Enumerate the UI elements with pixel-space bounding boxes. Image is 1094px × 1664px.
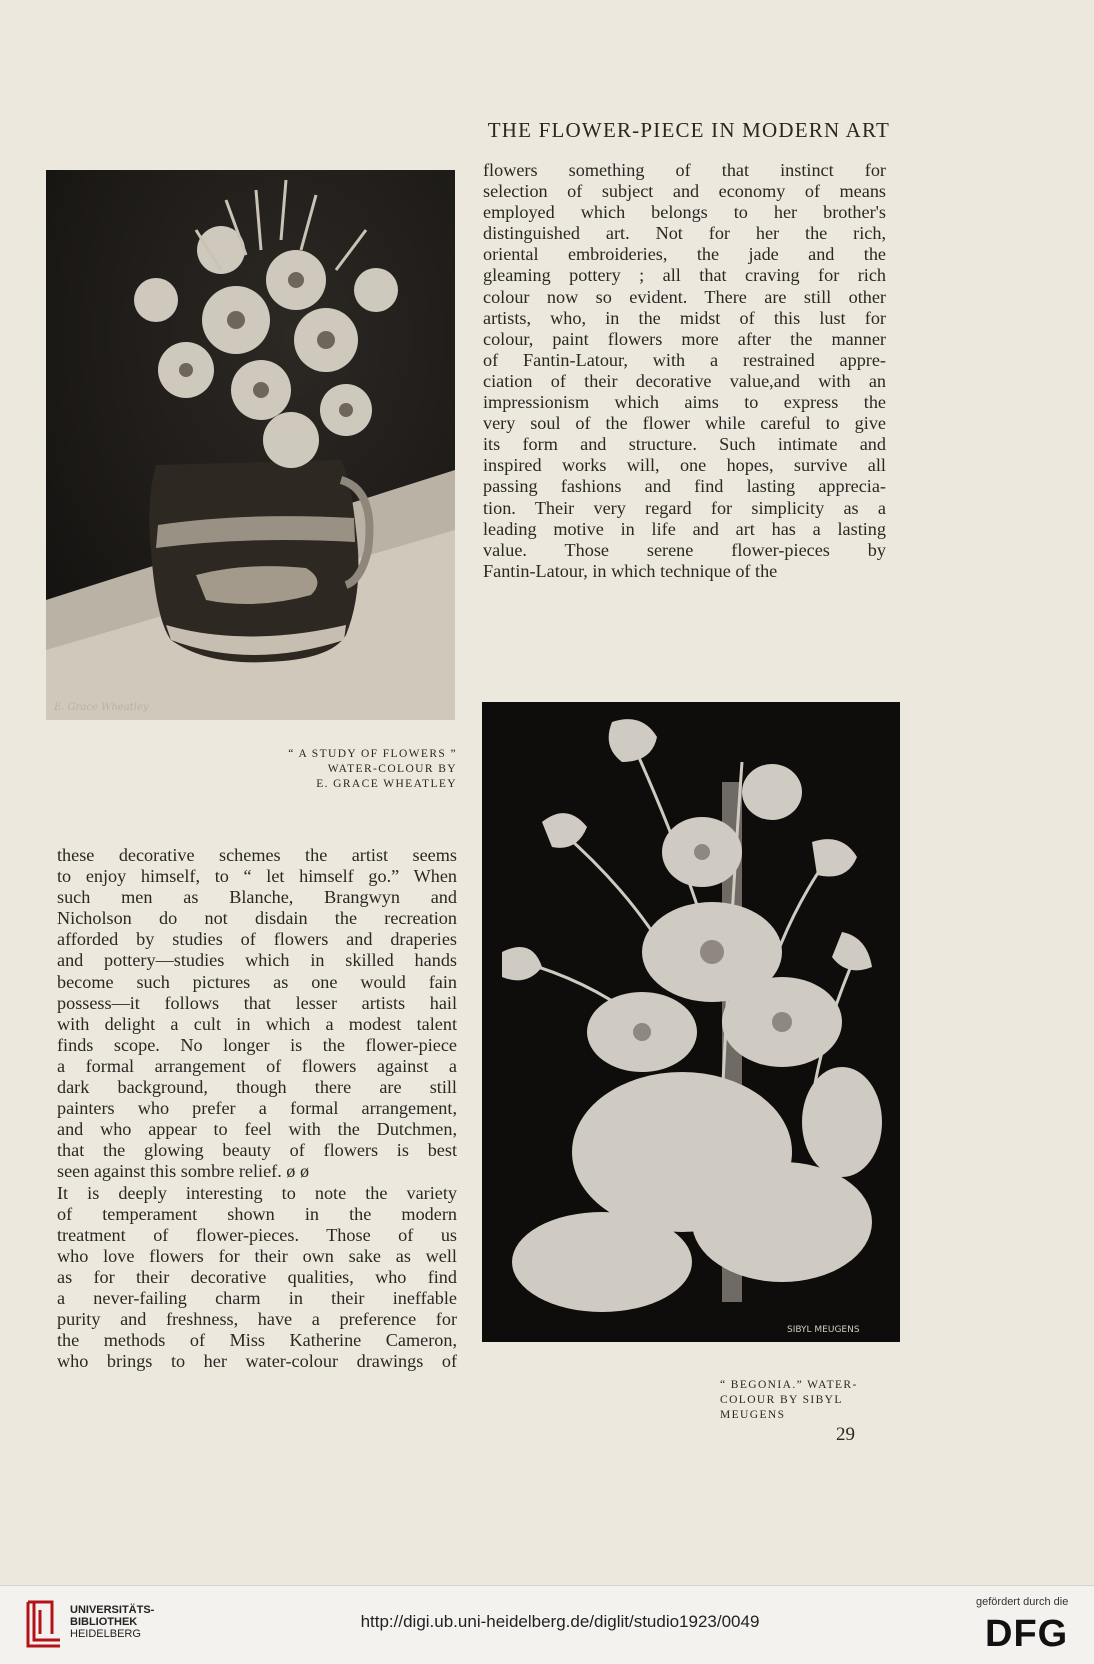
- text-line: impressionism which aims to express the: [483, 392, 886, 413]
- text-line: Nicholson do not disdain the recreation: [57, 908, 457, 929]
- text-line: ciation of their decorative value,and with an: [483, 370, 886, 391]
- caption-begonia: [720, 1378, 898, 1423]
- text-line: become such pictures as one would fain: [57, 971, 457, 992]
- text-line: employed which belongs to her brother's: [483, 202, 886, 223]
- library-name-line: HEIDELBERG: [70, 1628, 141, 1640]
- library-name-line: BIBLIOTHEK: [70, 1616, 138, 1628]
- text-line: leading motive in life and art has a lasting: [483, 518, 886, 539]
- text-line: very soul of the flower while careful to give: [483, 413, 886, 434]
- text-line: with delight a cult in which a modest talent: [57, 1013, 457, 1034]
- caption-line: WATER-COLOUR BY: [327, 763, 457, 775]
- left-column-text: [57, 845, 457, 1372]
- text-line: purity and freshness, have a preference for: [57, 1309, 457, 1330]
- caption-line: “ A STUDY OF FLOWERS ”: [288, 748, 457, 760]
- text-line: who love flowers for their own sake as well: [57, 1245, 457, 1266]
- text-line: dark background, though there are still: [57, 1077, 457, 1098]
- text-line: painters who prefer a formal arrangement,: [57, 1098, 457, 1119]
- text-line: that the glowing beauty of flowers is best: [57, 1140, 457, 1161]
- text-line: oriental embroideries, the jade and the: [483, 244, 886, 265]
- digitization-footer: [0, 1585, 1094, 1664]
- text-line: Fantin-Latour, in which technique of the: [483, 560, 778, 581]
- text-line: treatment of flower-pieces. Those of us: [57, 1224, 457, 1245]
- text-line: of temperament shown in the modern: [57, 1203, 457, 1224]
- text-line: afforded by studies of flowers and draperies: [57, 929, 457, 950]
- text-line: possess—it follows that lesser artists hail: [57, 992, 457, 1013]
- text-line: and who appear to feel with the Dutchmen,: [57, 1119, 457, 1140]
- text-line: a never-failing charm in their ineffable: [57, 1287, 457, 1308]
- text-line: the methods of Miss Katherine Cameron,: [57, 1330, 457, 1351]
- text-line: artists, who, in the midst of this lust for: [483, 307, 886, 328]
- illustration-begonia: [482, 702, 900, 1342]
- begonia-painting: [482, 702, 900, 1342]
- text-line: these decorative schemes the artist seems: [57, 845, 457, 865]
- caption-line: “ BEGONIA.” WATER-: [720, 1379, 858, 1391]
- right-column-text: [483, 160, 886, 582]
- library-logo-icon: [22, 1594, 66, 1654]
- text-line: who brings to her water-colour drawings of: [57, 1351, 457, 1372]
- caption-line: E. GRACE WHEATLEY: [316, 778, 457, 790]
- text-line: It is deeply interesting to note the variety: [57, 1182, 457, 1203]
- caption-line: COLOUR BY SIBYL: [720, 1394, 843, 1406]
- illustration-study-of-flowers: [46, 170, 455, 720]
- svg-text:E. Grace Wheatley: E. Grace Wheatley: [54, 702, 149, 713]
- running-head: THE FLOWER-PIECE IN MODERN ART: [487, 118, 890, 142]
- flower-jug-painting: [46, 170, 455, 720]
- text-line: and pottery—studies which in skilled hands: [57, 950, 457, 971]
- text-line: as for their decorative qualities, who find: [57, 1266, 457, 1287]
- text-line: colour now so evident. There are still other: [483, 286, 886, 307]
- caption-line: MEUGENS: [720, 1409, 786, 1421]
- dfg-logo: DFG: [985, 1613, 1069, 1655]
- text-line: of Fantin-Latour, with a restrained appre-: [483, 349, 886, 370]
- text-line: its form and structure. Such intimate and: [483, 434, 886, 455]
- text-line: to enjoy himself, to “ let himself go.” When: [57, 866, 457, 887]
- text-line: a formal arrangement of flowers against a: [57, 1055, 457, 1076]
- text-line: seen against this sombre relief. ø ø: [57, 1161, 310, 1182]
- library-name: [70, 1604, 154, 1640]
- text-line: gleaming pottery ; all that craving for rich: [483, 265, 886, 286]
- text-line: tion. Their very regard for simplicity as a: [483, 497, 886, 518]
- svg-text:SIBYL MEUGENS: SIBYL MEUGENS: [787, 1325, 860, 1335]
- text-line: passing fashions and find lasting apprecia-: [483, 476, 886, 497]
- text-line: such men as Blanche, Brangwyn and: [57, 887, 457, 908]
- permalink-url[interactable]: http://digi.ub.uni-heidelberg.de/diglit/studio1923/0049: [360, 1612, 760, 1631]
- text-line: colour, paint flowers more after the manner: [483, 328, 886, 349]
- text-line: flowers something of that instinct for: [483, 160, 886, 180]
- text-line: value. Those serene flower-pieces by: [483, 539, 886, 560]
- library-name-line: UNIVERSITÄTS-: [70, 1604, 155, 1616]
- text-line: inspired works will, one hopes, survive all: [483, 455, 886, 476]
- caption-study-of-flowers: [240, 747, 457, 792]
- page-number: 29: [836, 1424, 855, 1445]
- funding-label: gefördert durch die: [976, 1596, 1069, 1608]
- text-line: distinguished art. Not for her the rich,: [483, 223, 886, 244]
- text-line: selection of subject and economy of means: [483, 181, 886, 202]
- text-line: finds scope. No longer is the flower-piece: [57, 1034, 457, 1055]
